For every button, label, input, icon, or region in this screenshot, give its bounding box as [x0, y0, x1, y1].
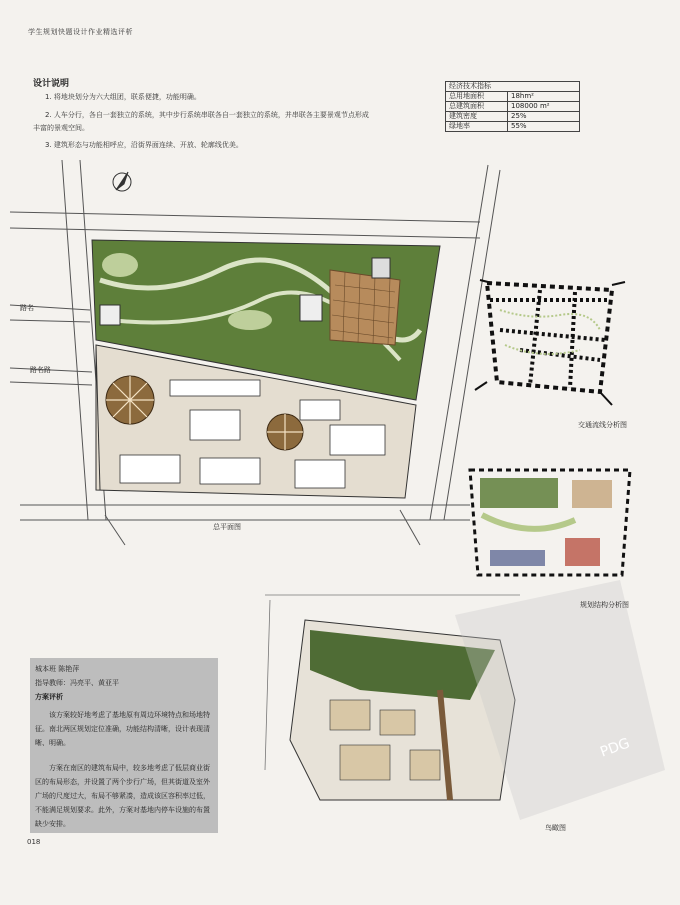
- review-box: [30, 658, 218, 833]
- design-note-2: 2. 人车分行，各自一套独立的系统，其中步行系统串联各自一套独立的系统，并串联各主要景观节点形成: [45, 111, 369, 119]
- traffic-diagram: [475, 280, 625, 405]
- aerial-drawing: [265, 595, 520, 800]
- traffic-caption: 交通流线分析图: [578, 421, 627, 429]
- watermark-seal: [455, 580, 665, 820]
- review-paragraph-1: 该方案较好地考虑了基地原有周边环境特点和场地特征。南北两区规划定位准确，功能结构清晰，设计表现清晰、明确。: [35, 711, 210, 747]
- structure-caption: 规划结构分析图: [580, 601, 629, 609]
- table-row: 建筑密度 25%: [446, 112, 580, 122]
- table-row: 总建筑面积 108000 m²: [446, 102, 580, 112]
- compass-icon: [113, 172, 131, 191]
- road-label: 路名: [20, 304, 34, 312]
- design-note-1: 1. 将地块划分为六大组团，联系便捷，功能明确。: [45, 93, 201, 101]
- class-author: 城本班 陈艳萍: [35, 665, 80, 673]
- aerial-caption: 鸟瞰图: [545, 824, 566, 832]
- econ-table-title: 经济技术指标: [446, 82, 580, 92]
- design-note-2-cont: 丰富的景观空间。: [33, 124, 89, 132]
- review-paragraph-2: 方案在南区的建筑布局中，较多地考虑了低层商业街区的布局形态，并设置了两个步行广场，但其街道及室外广场的尺度过大，布局不够紧凑，造成该区容积率过低，不能满足规划要求。此外，方案对基地内停车设施的布置缺少安排。: [35, 764, 210, 828]
- table-row: 总用地面积 18hm²: [446, 92, 580, 102]
- review-heading: 方案评析: [35, 693, 63, 701]
- econ-table: [445, 81, 580, 132]
- structure-diagram: [470, 470, 630, 575]
- advisors: 指导教师：冯亮平、黄亚平: [35, 679, 119, 687]
- header-title: 学生规划快题设计作业精选评析: [28, 28, 133, 36]
- design-note-3: 3. 建筑形态与功能相呼应，沿街界面连续、开放、轮廓线优美。: [45, 141, 243, 149]
- design-notes-title: 设计说明: [33, 79, 70, 89]
- master-plan-caption: 总平面图: [213, 523, 241, 531]
- page-number: 018: [27, 838, 41, 846]
- table-row: 绿地率 55%: [446, 122, 580, 132]
- road-label: 路名路: [30, 366, 51, 374]
- watermark-text: PDG: [598, 735, 632, 761]
